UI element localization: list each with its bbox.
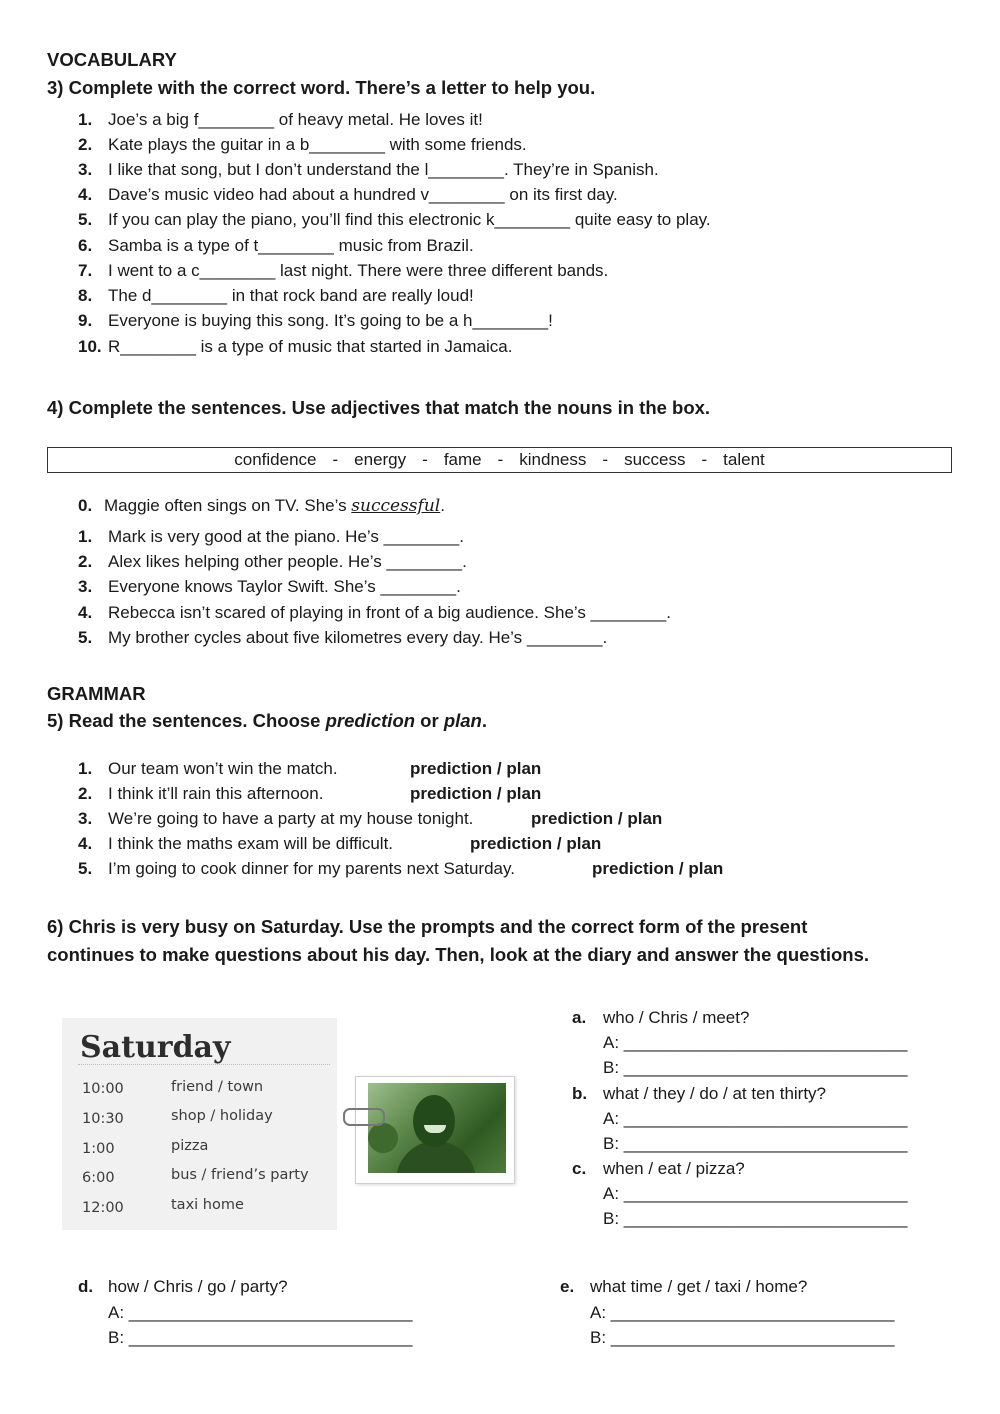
diary-activity: friend / town bbox=[171, 1079, 264, 1095]
diary-activity: bus / friend’s party bbox=[171, 1167, 309, 1183]
list-item: 5. I’m going to cook dinner for my parents next Saturday. bbox=[78, 859, 515, 878]
list-item: 9. Everyone is buying this song. It’s going to be a h________! bbox=[78, 311, 553, 330]
exercise-6-title-line1: 6) Chris is very busy on Saturday. Use the prompts and the correct form of the present bbox=[47, 916, 808, 937]
list-item: 1. Joe’s a big f________ of heavy metal. He loves it! bbox=[78, 110, 483, 129]
list-item: 4. Rebecca isn’t scared of playing in front of a big audience. She’s ________. bbox=[78, 603, 671, 622]
list-item: 3. I like that song, but I don’t understand the l________. They’re in Spanish. bbox=[78, 160, 659, 179]
question-c: c. when / eat / pizza? bbox=[572, 1159, 745, 1178]
box-separator: - bbox=[422, 450, 428, 469]
choice-option[interactable]: prediction / plan bbox=[531, 809, 663, 828]
answer-line-a[interactable]: A: ______________________________ bbox=[108, 1303, 413, 1322]
question-d: d. how / Chris / go / party? bbox=[78, 1277, 288, 1296]
answer-line-b[interactable]: B: ______________________________ bbox=[603, 1134, 908, 1153]
question-b: b. what / they / do / at ten thirty? bbox=[572, 1084, 827, 1103]
box-word: energy bbox=[354, 450, 407, 469]
exercise-3-title: 3) Complete with the correct word. There’s a letter to help you. bbox=[47, 77, 596, 98]
example-answer: successful bbox=[351, 496, 441, 516]
list-item: 6. Samba is a type of t________ music from Brazil. bbox=[78, 236, 474, 255]
list-item: 3. We’re going to have a party at my house tonight. bbox=[78, 809, 474, 828]
exercise-5-title: 5) Read the sentences. Choose prediction or plan. bbox=[47, 710, 487, 731]
choice-option[interactable]: prediction / plan bbox=[470, 834, 602, 853]
diary-time: 12:00 bbox=[82, 1200, 124, 1216]
diary-time: 10:00 bbox=[82, 1081, 124, 1097]
box-word: confidence bbox=[234, 450, 317, 469]
answer-line-b[interactable]: B: ______________________________ bbox=[603, 1058, 908, 1077]
list-item: 4. Dave’s music video had about a hundred v________ on its first day. bbox=[78, 185, 618, 204]
answer-line-a[interactable]: A: ______________________________ bbox=[603, 1033, 908, 1052]
answer-line-a[interactable]: A: ______________________________ bbox=[603, 1109, 908, 1128]
diary-title: Saturday bbox=[80, 1030, 231, 1065]
diary-time: 1:00 bbox=[82, 1141, 115, 1157]
question-a: a. who / Chris / meet? bbox=[572, 1008, 750, 1027]
diary-activity: pizza bbox=[171, 1138, 209, 1154]
list-item: 5. If you can play the piano, you’ll find this electronic k________ quite easy to play. bbox=[78, 210, 711, 229]
section-heading-grammar: GRAMMAR bbox=[47, 683, 146, 704]
box-separator: - bbox=[602, 450, 609, 469]
diary-time: 6:00 bbox=[82, 1170, 115, 1186]
list-item: 3. Everyone knows Taylor Swift. She’s ________. bbox=[78, 577, 461, 596]
question-e: e. what time / get / taxi / home? bbox=[560, 1277, 808, 1296]
example-sentence: 0. Maggie often sings on TV. She’s successful. bbox=[78, 496, 445, 516]
person-photo bbox=[368, 1083, 506, 1173]
answer-line-b[interactable]: B: ______________________________ bbox=[603, 1209, 908, 1228]
paperclip-icon bbox=[343, 1108, 385, 1126]
box-word: success bbox=[624, 450, 686, 469]
box-separator: - bbox=[497, 450, 504, 469]
section-heading-vocabulary: VOCABULARY bbox=[47, 49, 177, 70]
list-item: 5. My brother cycles about five kilometres every day. He’s ________. bbox=[78, 628, 608, 647]
list-item: 1. Our team won’t win the match. bbox=[78, 759, 338, 778]
box-word: talent bbox=[723, 450, 765, 469]
list-item: 2. Kate plays the guitar in a b________ with some friends. bbox=[78, 135, 527, 154]
choice-option[interactable]: prediction / plan bbox=[592, 859, 724, 878]
list-item: 1. Mark is very good at the piano. He’s ________. bbox=[78, 527, 464, 546]
list-item: 10. R________ is a type of music that started in Jamaica. bbox=[78, 337, 513, 356]
diary-activity: taxi home bbox=[171, 1197, 244, 1213]
list-item: 2. Alex likes helping other people. He’s ________. bbox=[78, 552, 467, 571]
box-separator: - bbox=[701, 450, 708, 469]
choice-option[interactable]: prediction / plan bbox=[410, 784, 542, 803]
diary-activity: shop / holiday bbox=[171, 1108, 273, 1124]
list-item: 7. I went to a c________ last night. There were three different bands. bbox=[78, 261, 609, 280]
answer-line-a[interactable]: A: ______________________________ bbox=[590, 1303, 895, 1322]
exercise-4-title: 4) Complete the sentences. Use adjectives that match the nouns in the box. bbox=[47, 397, 711, 418]
box-word: kindness bbox=[519, 450, 587, 469]
diary-time: 10:30 bbox=[82, 1111, 124, 1127]
word-box bbox=[47, 447, 952, 473]
answer-line-a[interactable]: A: ______________________________ bbox=[603, 1184, 908, 1203]
list-item: 8. The d________ in that rock band are really loud! bbox=[78, 286, 474, 305]
box-separator: - bbox=[332, 450, 339, 469]
diary-divider bbox=[78, 1064, 330, 1065]
list-item: 2. I think it’ll rain this afternoon. bbox=[78, 784, 324, 803]
answer-line-b[interactable]: B: ______________________________ bbox=[108, 1328, 413, 1347]
box-word: fame bbox=[443, 450, 482, 469]
choice-option[interactable]: prediction / plan bbox=[410, 759, 542, 778]
answer-line-b[interactable]: B: ______________________________ bbox=[590, 1328, 895, 1347]
exercise-6-title-line2: continues to make questions about his day. Then, look at the diary and answer the questions. bbox=[47, 944, 870, 965]
list-item: 4. I think the maths exam will be difficult. bbox=[78, 834, 394, 853]
